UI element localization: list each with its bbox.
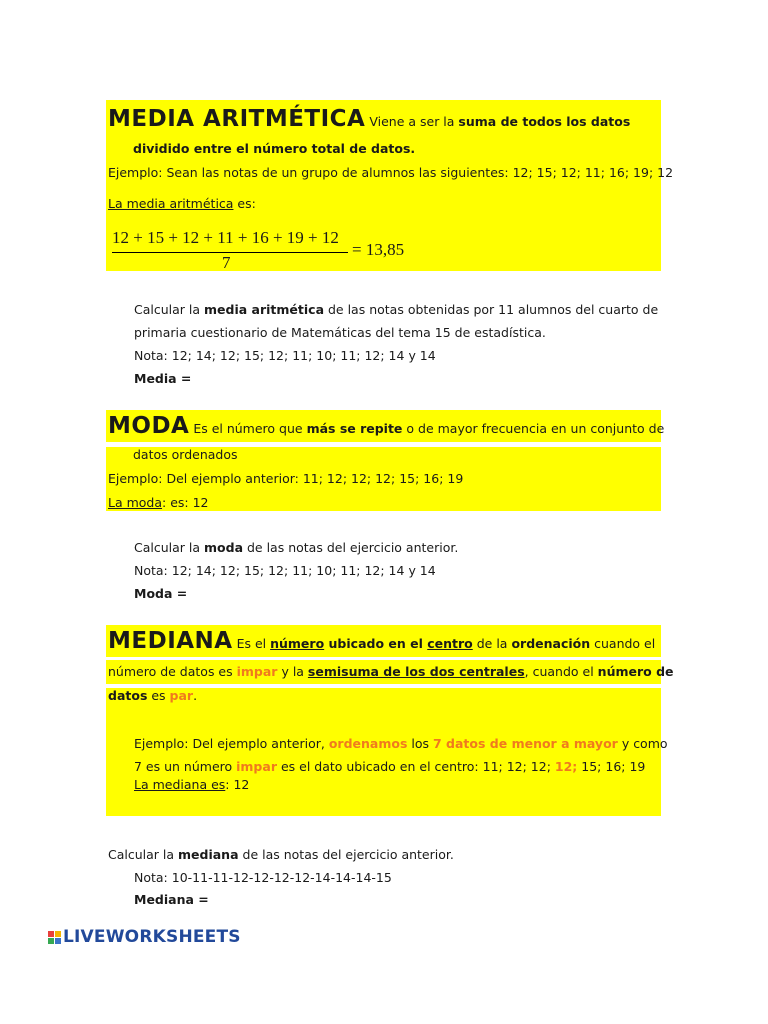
mediana-e2-center: 12; <box>554 759 578 774</box>
moda-label: La moda <box>108 495 163 510</box>
moda-def-a: Es el número que <box>189 421 307 436</box>
mediana-line2 <box>108 664 674 680</box>
mediana-title: MEDIANA <box>108 628 233 654</box>
mediana-l1-numero: número <box>270 636 325 651</box>
logo-square-2 <box>55 931 61 937</box>
mediana-l1-ordenacion: ordenación <box>511 636 591 651</box>
ex2-text-bold: moda <box>204 540 244 555</box>
mediana-l3-par: par <box>169 688 194 703</box>
mediana-l3-d: . <box>193 688 198 703</box>
logo-square-3 <box>48 938 54 944</box>
moda-label-line <box>108 495 209 511</box>
mediana-l3-datos: datos <box>108 688 148 703</box>
moda-def-line2: datos ordenados <box>133 447 238 462</box>
moda-def-bold: más se repite <box>306 421 403 436</box>
logo-text: LIVEWORKSHEETS <box>63 927 241 947</box>
ex3-answer-label: Mediana = <box>134 892 209 907</box>
ex3-text-bold: mediana <box>178 847 239 862</box>
mediana-heading-line <box>108 627 655 658</box>
mediana-highlight-3 <box>106 688 661 816</box>
ex1-text-rest: de las notas obtenidas por 11 alumnos del cuarto de <box>324 302 659 317</box>
media-label: La media aritmética <box>108 196 234 211</box>
mediana-l2-e: , cuando el <box>524 664 598 679</box>
fraction-numerator: 12 + 15 + 12 + 11 + 16 + 19 + 12 <box>112 228 339 247</box>
media-def-bold1: suma de todos los datos <box>458 114 631 129</box>
mediana-label-rest: : 12 <box>225 777 250 792</box>
media-label-rest: es: <box>233 196 256 211</box>
mediana-e2-a: 7 es un número <box>134 759 237 774</box>
ex2-line1 <box>134 540 458 556</box>
ex2-answer-label: Moda = <box>134 586 188 601</box>
ex2-text-rest: de las notas del ejercicio anterior. <box>243 540 459 555</box>
ex1-line2: primaria cuestionario de Matemáticas del tema 15 de estadística. <box>134 325 546 340</box>
mediana-e2-impar: impar <box>236 759 277 774</box>
ex3-text-rest: de las notas del ejercicio anterior. <box>238 847 454 862</box>
moda-title: MODA <box>108 413 190 439</box>
mediana-e2-c: es el dato ubicado en el centro: 11; 12; 12; <box>276 759 555 774</box>
media-fraction <box>112 228 412 274</box>
mediana-example-line2 <box>134 759 645 775</box>
mediana-l1-e: de la <box>472 636 512 651</box>
mediana-e2-e: 15; 16; 19 <box>577 759 646 774</box>
ex1-text-bold: media aritmética <box>204 302 325 317</box>
logo-mark-icon <box>48 931 61 944</box>
mediana-l1-c: ubicado en el <box>324 636 428 651</box>
ex3-nota: Nota: 10-11-11-12-12-12-12-14-14-14-15 <box>134 870 392 885</box>
mediana-l2-semisuma: semisuma de los dos centrales <box>307 664 525 679</box>
logo-square-1 <box>48 931 54 937</box>
mediana-example-line1 <box>134 736 668 752</box>
mediana-l2-impar: impar <box>236 664 278 679</box>
mediana-e1-c: los <box>407 736 433 751</box>
media-label-line <box>108 196 256 212</box>
mediana-line3 <box>108 688 197 704</box>
moda-example: Ejemplo: Del ejemplo anterior: 11; 12; 12; 12; 15; 16; 19 <box>108 471 464 486</box>
media-def-part1: Viene a ser la <box>369 114 459 129</box>
logo-square-4 <box>55 938 61 944</box>
media-example: Ejemplo: Sean las notas de un grupo de alumnos las siguientes: 12; 15; 12; 11; 16; 19; 12 <box>108 165 674 180</box>
ex1-line1 <box>134 302 658 318</box>
media-def-line2: dividido entre el número total de datos. <box>133 141 416 156</box>
ex2-text-a: Calcular la <box>134 540 205 555</box>
ex1-text-a: Calcular la <box>134 302 205 317</box>
moda-label-rest: : es: 12 <box>162 495 209 510</box>
mediana-example-line3 <box>134 777 249 793</box>
mediana-l2-a: número de datos es <box>108 664 237 679</box>
mediana-e1-ordenamos: ordenamos <box>328 736 408 751</box>
fraction-result: = 13,85 <box>352 240 405 259</box>
mediana-label: La mediana es <box>134 777 226 792</box>
media-heading-line <box>108 104 630 137</box>
fraction-denominator: 7 <box>222 253 231 272</box>
mediana-l1-g: cuando el <box>590 636 656 651</box>
mediana-l1-a: Es el <box>232 636 271 651</box>
mediana-e1-a: Ejemplo: Del ejemplo anterior, <box>134 736 329 751</box>
ex3-text-a: Calcular la <box>108 847 179 862</box>
moda-def-b: o de mayor frecuencia en un conjunto de <box>402 421 665 436</box>
ex1-answer-label: Media = <box>134 371 192 386</box>
mediana-l2-c: y la <box>277 664 308 679</box>
ex1-nota: Nota: 12; 14; 12; 15; 12; 11; 10; 11; 12; 14 y 14 <box>134 348 436 363</box>
mediana-l2-numero-de: número de <box>597 664 674 679</box>
mediana-e1-datos: 7 datos de menor a mayor <box>433 736 618 751</box>
mediana-e1-e: y como <box>617 736 668 751</box>
ex3-line1 <box>108 847 454 863</box>
ex2-nota: Nota: 12; 14; 12; 15; 12; 11; 10; 11; 12; 14 y 14 <box>134 563 436 578</box>
liveworksheets-logo <box>48 925 241 949</box>
mediana-l1-centro: centro <box>427 636 473 651</box>
mediana-l3-b: es <box>147 688 170 703</box>
media-title: MEDIA ARITMÉTICA <box>108 106 366 132</box>
moda-heading-line <box>108 412 664 443</box>
